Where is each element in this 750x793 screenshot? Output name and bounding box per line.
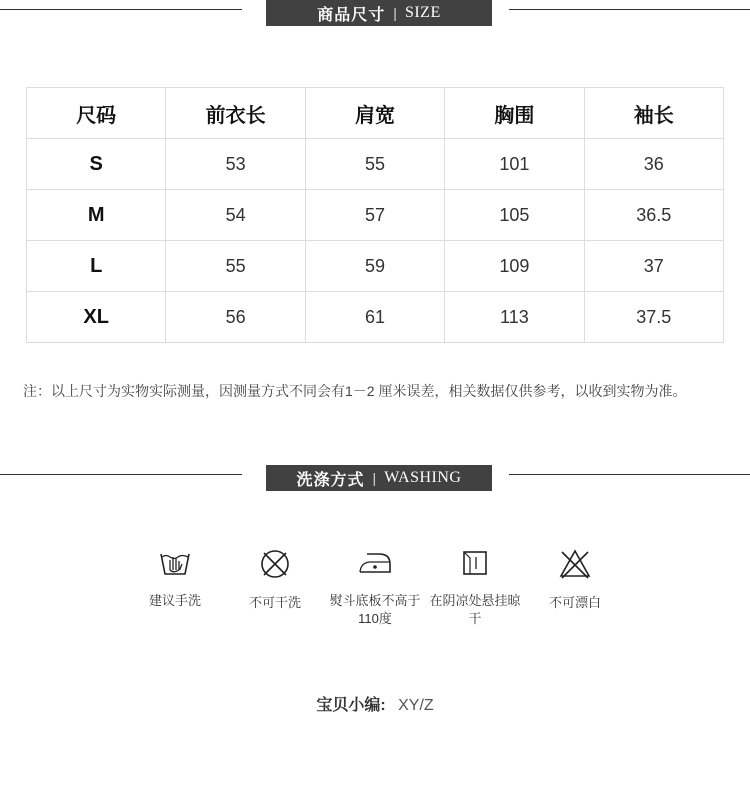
wash-section-header xyxy=(0,465,750,491)
table-cell: 57 xyxy=(305,190,444,241)
table-cell: 54 xyxy=(166,190,305,241)
wash-item xyxy=(520,548,630,612)
table-cell: 109 xyxy=(445,241,584,292)
measurement-note: 注：以上尺寸为实物实际测量，因测量方式不同会有1－2 厘米误差，相关数据仅供参考，以收到实物为准。 xyxy=(23,383,687,399)
size-table xyxy=(26,87,724,343)
iron-low-icon xyxy=(357,548,393,578)
table-cell: M xyxy=(27,190,166,241)
size-header-tag xyxy=(266,0,492,26)
wash-label: 不可漂白 xyxy=(548,595,601,610)
wash-header-tag xyxy=(266,465,492,491)
wash-label: 在阴凉处悬挂晾 干 xyxy=(429,593,521,626)
wash-item xyxy=(120,548,230,610)
wash-item xyxy=(420,548,530,628)
table-cell: 37.5 xyxy=(584,292,723,343)
table-cell: 53 xyxy=(166,139,305,190)
table-cell: 55 xyxy=(166,241,305,292)
hand-wash-icon xyxy=(158,548,192,578)
wash-item xyxy=(320,548,430,628)
wash-title-cn: 洗涤方式 xyxy=(296,471,365,489)
table-cell: 36 xyxy=(584,139,723,190)
wash-instructions xyxy=(0,548,750,648)
header-rule-right xyxy=(509,9,750,10)
table-cell: 55 xyxy=(305,139,444,190)
table-row xyxy=(27,139,724,190)
wash-item xyxy=(220,548,330,612)
table-cell: 56 xyxy=(166,292,305,343)
header-rule-right xyxy=(509,474,750,475)
table-cell: L xyxy=(27,241,166,292)
table-cell: 59 xyxy=(305,241,444,292)
table-cell: 113 xyxy=(445,292,584,343)
header-rule-left xyxy=(0,9,242,10)
size-title-cn: 商品尺寸 xyxy=(317,6,386,24)
table-row xyxy=(27,292,724,343)
header-cell-shoulder: 肩宽 xyxy=(305,88,444,139)
shade-hang-dry-icon xyxy=(460,548,490,578)
table-cell: 61 xyxy=(305,292,444,343)
product-editor xyxy=(0,692,750,715)
wash-label: 建议手洗 xyxy=(148,593,201,608)
no-dry-clean-icon xyxy=(259,548,291,580)
wash-title-en: WASHING xyxy=(384,469,462,486)
header-cell-bust: 胸围 xyxy=(445,88,584,139)
header-rule-left xyxy=(0,474,242,475)
table-row xyxy=(27,241,724,292)
editor-value: XY/Z xyxy=(398,697,434,714)
editor-label: 宝贝小编: xyxy=(316,697,386,714)
header-cell-front-length: 前衣长 xyxy=(166,88,305,139)
wash-label: 熨斗底板不高于 110度 xyxy=(329,593,421,626)
table-cell: 36.5 xyxy=(584,190,723,241)
size-table-header-row xyxy=(27,88,724,139)
no-bleach-icon xyxy=(558,548,592,580)
wash-title-separator: | xyxy=(372,470,377,486)
size-title-en: SIZE xyxy=(404,4,441,21)
table-cell: XL xyxy=(27,292,166,343)
size-title-separator: | xyxy=(393,5,397,21)
wash-label: 不可干洗 xyxy=(248,595,301,610)
size-section-header xyxy=(0,0,750,26)
table-cell: 101 xyxy=(445,139,584,190)
header-cell-size: 尺码 xyxy=(27,88,166,139)
table-cell: 105 xyxy=(445,190,584,241)
header-cell-sleeve: 袖长 xyxy=(584,88,723,139)
table-row xyxy=(27,190,724,241)
table-cell: S xyxy=(27,139,166,190)
table-cell: 37 xyxy=(584,241,723,292)
